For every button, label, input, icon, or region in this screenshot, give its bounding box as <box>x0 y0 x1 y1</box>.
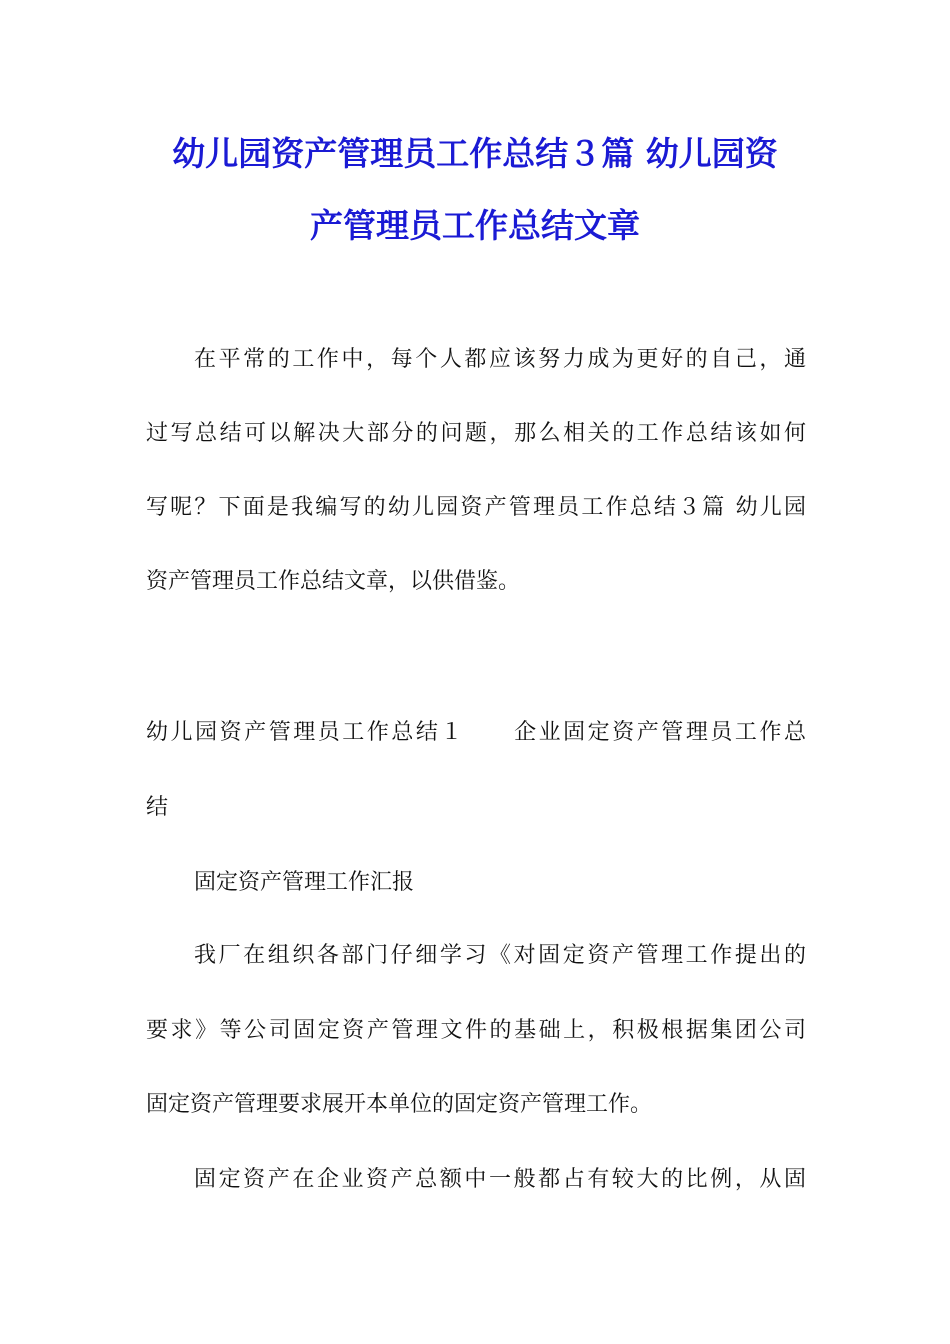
section-heading-line-1: 幼儿园资产管理员工作总结１ 企业固定资产管理员工作总 <box>146 720 806 745</box>
intro-line-2: 过写总结可以解决大部分的问题，那么相关的工作总结该如何 <box>146 421 806 446</box>
paragraph-1-line-1: 我厂在组织各部门仔细学习《对固定资产管理工作提出的 <box>194 943 806 968</box>
intro-line-1: 在平常的工作中，每个人都应该努力成为更好的自己，通 <box>194 347 806 372</box>
document-title-line-2: 产管理员工作总结文章 <box>310 206 640 245</box>
intro-line-3: 写呢？下面是我编写的幼儿园资产管理员工作总结３篇 幼儿园 <box>146 495 806 520</box>
intro-line-4: 资产管理员工作总结文章，以供借鉴。 <box>146 569 521 594</box>
subheading: 固定资产管理工作汇报 <box>194 870 415 895</box>
paragraph-1-line-3: 固定资产管理要求展开本单位的固定资产管理工作。 <box>146 1092 653 1117</box>
paragraph-1-line-2: 要求》等公司固定资产管理文件的基础上，积极根据集团公司 <box>146 1018 806 1043</box>
section-heading-line-2: 结 <box>146 795 169 820</box>
paragraph-2-line-1: 固定资产在企业资产总额中一般都占有较大的比例，从固 <box>194 1167 806 1192</box>
document-title-line-1: 幼儿园资产管理员工作总结３篇 幼儿园资 <box>172 134 778 173</box>
